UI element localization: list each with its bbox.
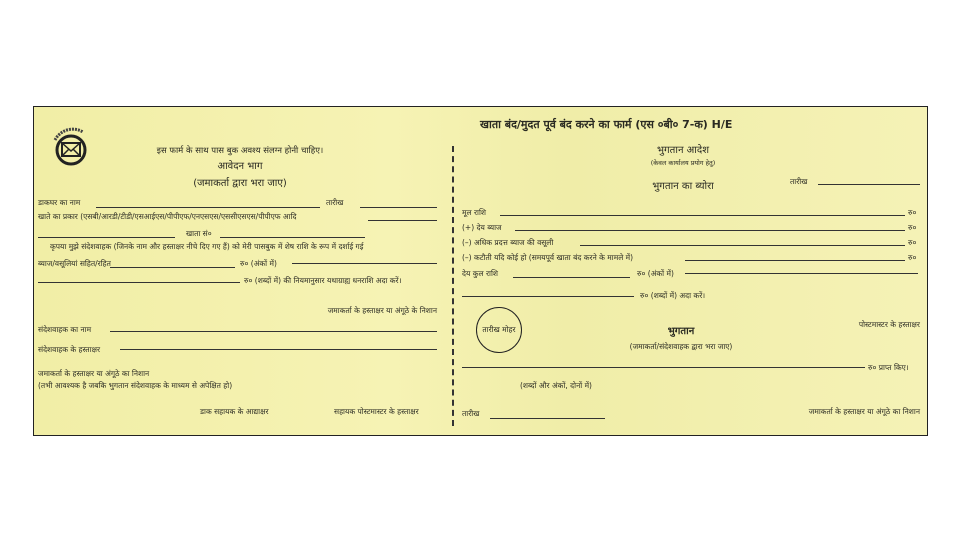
date-label: तारीख [326, 198, 344, 207]
received-label: रु० प्राप्त किए। [868, 363, 909, 372]
right-date-field-2[interactable] [490, 418, 605, 419]
right-depositor-signature-label: जमाकर्ता के हस्ताक्षर या अंगूठे का निशान [808, 407, 920, 416]
amount-figures-field[interactable] [292, 263, 437, 264]
right-rs-words-label: रु० (शब्दों में) अदा करें। [640, 291, 706, 300]
account-type-label: खाते का प्रकार (एसबी/आरडी/टीडी/एसआईएस/पीपीएफ/एनएसएस/एससीएसएस/पीपीएफ आदि [38, 212, 297, 221]
payment-details-title: भुगतान का ब्योरा [652, 181, 714, 192]
deduction-field[interactable] [685, 260, 905, 261]
right-date-label-2: तारीख [462, 409, 480, 418]
payment-subtitle: (जमाकर्ता/संदेशवाहक द्वारा भरा जाए) [629, 342, 733, 351]
interest-field[interactable] [110, 267, 235, 268]
principal-label: मूल राशि [462, 208, 487, 217]
post-office-name-label: डाकघर का नाम [38, 198, 81, 207]
office-use-note: (केवल कार्यालय प्रयोग हेतु) [650, 159, 716, 167]
rs-words-label: रु० (शब्दों में) की नियमानुसार यथाग्राह्य धनराशि अदा करें। [244, 276, 402, 285]
date-field[interactable] [360, 207, 437, 208]
excess-interest-field[interactable] [580, 245, 905, 246]
application-subtitle: (जमाकर्ता द्वारा भरा जाए) [193, 178, 287, 189]
messenger-signature-field[interactable] [120, 349, 437, 350]
depositor-signature-label: जमाकर्ता के हस्ताक्षर या अंगूठे के निशान [327, 306, 437, 315]
messenger-signature-label: संदेशवाहक के हस्ताक्षर [38, 345, 101, 354]
rs-label: रु० [908, 208, 917, 217]
messenger-name-label: संदेशवाहक का नाम [38, 325, 92, 334]
account-no-label: खाता सं० [186, 229, 212, 238]
depositor-signature-note: (तभी आवश्यक है जबकि भुगतान संदेशवाहक के माध्यम से अपेक्षित हो) [38, 381, 233, 390]
asst-postmaster-signature-label: सहायक पोस्टमास्टर के हस्ताक्षर [334, 407, 419, 416]
form-title: खाता बंद/मुदत पूर्व बंद करने का फार्म (एस ०बी० 7-क) H/E [480, 118, 733, 131]
interest-due-label: (+) देय ब्याज [462, 223, 502, 232]
rs-label: रु० [908, 223, 917, 232]
amount-received-field[interactable] [462, 367, 865, 368]
interest-label: ब्याज/वसूलियां सहित/रहित [38, 259, 111, 268]
rs-label: रु० [908, 238, 917, 247]
account-no-field[interactable] [220, 237, 365, 238]
request-text: कृपया मुझे संदेशवाहक (जिनके नाम और हस्ताक्षर नीचे दिए गए हैं) को मेरी पासबुक में शेष राशि के रूप में दर्शाई गई [50, 242, 364, 251]
rs-figures-label: रु० (अंकों में) [240, 259, 277, 268]
principal-field[interactable] [500, 215, 905, 216]
deduction-label: (–) कटौती यदि कोई हो (समयपूर्व खाता बंद करने के मामले में) [462, 253, 634, 262]
account-type-field[interactable] [368, 220, 437, 221]
total-due-field[interactable] [513, 277, 630, 278]
post-office-name-field[interactable] [96, 207, 320, 208]
messenger-name-field[interactable] [110, 331, 437, 332]
payment-title: भुगतान [667, 326, 695, 337]
passbook-note: इस फार्म के साथ पास बुक अवश्य संलग्न होनी चाहिए। [156, 146, 324, 156]
words-and-figures-note: (शब्दों और अंकों, दोनों में) [520, 381, 592, 390]
account-type-field-cont[interactable] [38, 237, 175, 238]
right-date-field[interactable] [818, 184, 920, 185]
amount-words-field[interactable] [38, 282, 240, 283]
excess-interest-label: (–) अधिक प्रदत्त ब्याज की वसूली [462, 238, 554, 247]
right-amount-words-field[interactable] [462, 296, 634, 297]
postmaster-signature-label: पोस्टमास्टर के हस्ताक्षर [858, 320, 920, 329]
post-office-savings-bank-logo [47, 126, 95, 172]
rs-label: रु० [908, 253, 917, 262]
perforation-divider [452, 146, 454, 426]
total-due-label: देय कुल राशि [462, 269, 498, 278]
application-section-title: आवेदन भाग [217, 161, 263, 172]
right-date-label: तारीख [790, 177, 808, 186]
right-amount-figures-field[interactable] [685, 273, 918, 274]
postal-assistant-initials-label: डाक सहायक के आद्याक्षर [200, 407, 269, 416]
payment-order-title: भुगतान आदेश [656, 145, 710, 156]
right-rs-figures-label: रु० (अंकों में) [637, 269, 674, 278]
date-stamp-label: तारीख मोहर [482, 325, 516, 334]
interest-due-field[interactable] [515, 230, 905, 231]
depositor-signature-label-2: जमाकर्ता के हस्ताक्षर या अंगूठे का निशान [38, 369, 150, 378]
